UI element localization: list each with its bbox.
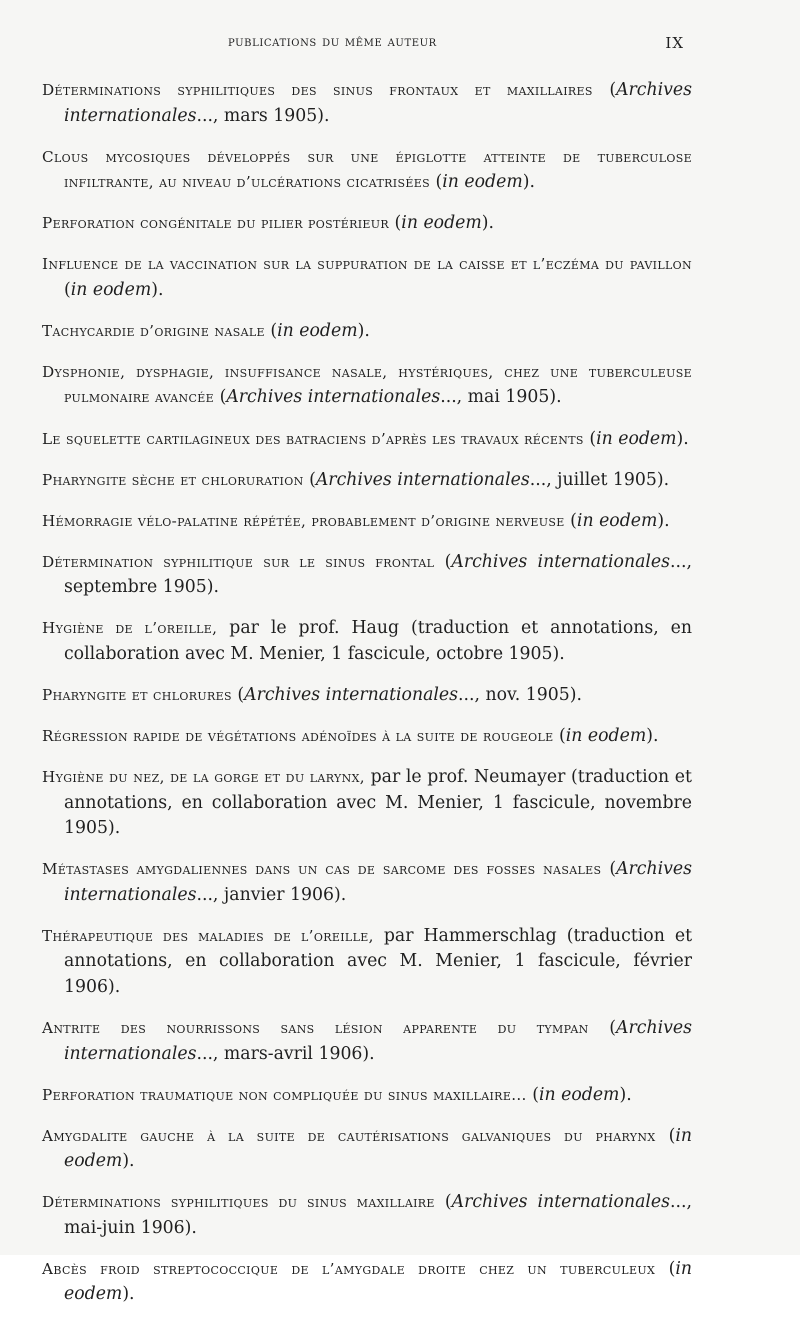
entry-detail: (Archives internationales..., mai 1905). <box>219 387 562 408</box>
entry-title: Thérapeutique des maladies de l’oreille, <box>42 926 374 945</box>
publication-entry <box>42 765 692 842</box>
entry-title: Le squelette cartilagineux des batraciens d’après les travaux récents <box>42 429 584 448</box>
italic-citation: Archives internationales <box>451 1192 671 1213</box>
entry-title: Perforation traumatique non compliquée du sinus maxillaire... <box>42 1085 527 1104</box>
entry-detail: (in eodem). <box>435 172 535 193</box>
italic-citation: in eodem <box>277 320 358 341</box>
entry-detail: (in eodem). <box>559 726 659 747</box>
italic-citation: in eodem <box>64 1125 692 1172</box>
entry-title: Pharyngite et chlorures <box>42 686 232 705</box>
publication-entry <box>42 550 692 601</box>
publication-entry <box>42 360 692 411</box>
entry-detail: (Archives internationales..., janvier 1906). <box>64 859 692 905</box>
entry-detail: (in eodem). <box>570 510 670 531</box>
entry-title: Hygiène du nez, de la gorge et du larynx, <box>42 768 365 787</box>
entry-detail: (Archives internationales..., mars-avril 1906). <box>64 1018 692 1064</box>
italic-citation: in eodem <box>401 213 482 234</box>
running-title: publications du même auteur <box>228 34 437 50</box>
publication-entry <box>42 509 692 535</box>
entry-detail: (in eodem). <box>589 428 689 449</box>
entry-detail: par le prof. Haug (traduction et annotations, en collaboration avec M. Menier, 1 fascicule, octobre 1905). <box>64 618 693 664</box>
publication-entry <box>42 857 692 908</box>
italic-citation: in eodem <box>70 279 152 300</box>
entry-detail: (in eodem). <box>64 1125 692 1172</box>
entry-title: Dysphonie, dysphagie, insuffisance nasale, hystériques, chez une tuberculeuse pulmonaire avancée <box>42 362 692 407</box>
italic-citation: in eodem <box>576 510 658 531</box>
entry-title: Déterminations syphilitiques du sinus maxillaire <box>42 1193 435 1212</box>
entry-detail: (Archives internationales..., mai-juin 1906). <box>64 1192 692 1238</box>
publication-entry <box>42 1190 692 1241</box>
publication-entry <box>42 427 692 453</box>
publication-entry <box>42 1124 692 1175</box>
italic-citation: in eodem <box>442 172 523 193</box>
entry-title: Détermination syphilitique sur le sinus frontal <box>42 552 435 571</box>
entry-title: Pharyngite sèche et chloruration <box>42 470 304 489</box>
entry-detail: (Archives internationales..., juillet 1905). <box>309 469 670 490</box>
italic-citation: Archives internationales <box>64 859 692 905</box>
entry-title: Clous mycosiques développés sur une épiglotte atteinte de tuberculose infiltrante, au niveau d’ulcérations cicatrisées <box>42 147 692 192</box>
italic-citation: in eodem <box>64 1258 692 1305</box>
publication-entry <box>42 1083 692 1109</box>
entry-title: Amygdalite gauche à la suite de cautérisations galvaniques du pharynx <box>42 1126 656 1145</box>
entry-detail: (in eodem). <box>532 1084 632 1105</box>
italic-citation: Archives internationales <box>315 469 530 490</box>
entry-title: Influence de la vaccination sur la suppuration de la caisse et l’eczéma du pavillon <box>42 255 692 274</box>
entry-detail: (in eodem). <box>270 320 370 341</box>
entry-title: Hygiène de l’oreille, <box>42 619 218 638</box>
entry-title: Tachycardie d’origine nasale <box>42 321 265 340</box>
entry-title: Abcès froid streptococcique de l’amygdale droite chez un tuberculeux <box>42 1259 656 1278</box>
entry-detail: par Hammerschlag (traduction et annotations, en collaboration avec M. Menier, 1 fascicule, février 1906). <box>64 925 693 997</box>
entry-detail: (in eodem). <box>64 1258 692 1305</box>
publication-entry <box>42 145 692 196</box>
italic-citation: Archives internationales <box>226 387 441 408</box>
entry-detail: (Archives internationales..., septembre 1905). <box>64 551 692 598</box>
italic-citation: in eodem <box>596 428 677 449</box>
italic-citation: in eodem <box>565 726 647 747</box>
italic-citation: in eodem <box>538 1084 620 1105</box>
entry-title: Régression rapide de végétations adénoïdes à la suite de rougeole <box>42 727 554 746</box>
publication-entry <box>42 1016 692 1067</box>
italic-citation: Archives internationales <box>244 685 459 706</box>
publication-entry <box>42 252 692 303</box>
italic-citation: Archives internationales <box>451 551 671 572</box>
entry-title: Hémorragie vélo-palatine répétée, probablement d’origine nerveuse <box>42 511 565 530</box>
entry-detail: (in eodem). <box>394 213 495 234</box>
page-number: IX <box>665 34 684 52</box>
publication-entry <box>42 211 692 237</box>
publication-entry <box>42 319 692 345</box>
publication-entry <box>42 78 692 129</box>
publication-entry <box>42 1257 692 1308</box>
entry-detail: (in eodem). <box>64 279 164 300</box>
entry-title: Métastases amygdaliennes dans un cas de sarcome des fosses nasales <box>42 860 602 879</box>
entry-title: Antrite des nourrissons sans lésion apparente du tympan <box>42 1019 589 1037</box>
entry-detail: (Archives internationales..., mars 1905). <box>64 80 692 126</box>
entry-title: Déterminations syphilitiques des sinus frontaux et maxillaires <box>42 81 593 99</box>
publication-entry <box>42 468 692 494</box>
entry-detail: (Archives internationales..., nov. 1905). <box>237 685 582 706</box>
italic-citation: Archives internationales <box>64 80 692 126</box>
publication-list <box>42 78 692 1323</box>
publication-entry <box>42 724 692 750</box>
publication-entry <box>42 683 692 709</box>
publication-entry <box>42 616 692 667</box>
italic-citation: Archives internationales <box>64 1018 692 1064</box>
publication-entry <box>42 924 692 1001</box>
entry-detail: par le prof. Neumayer (traduction et annotations, en collaboration avec M. Menier, 1 fascicule, novembre 1905). <box>64 767 692 839</box>
running-head <box>0 34 800 58</box>
entry-title: Perforation congénitale du pilier postérieur <box>42 214 390 233</box>
